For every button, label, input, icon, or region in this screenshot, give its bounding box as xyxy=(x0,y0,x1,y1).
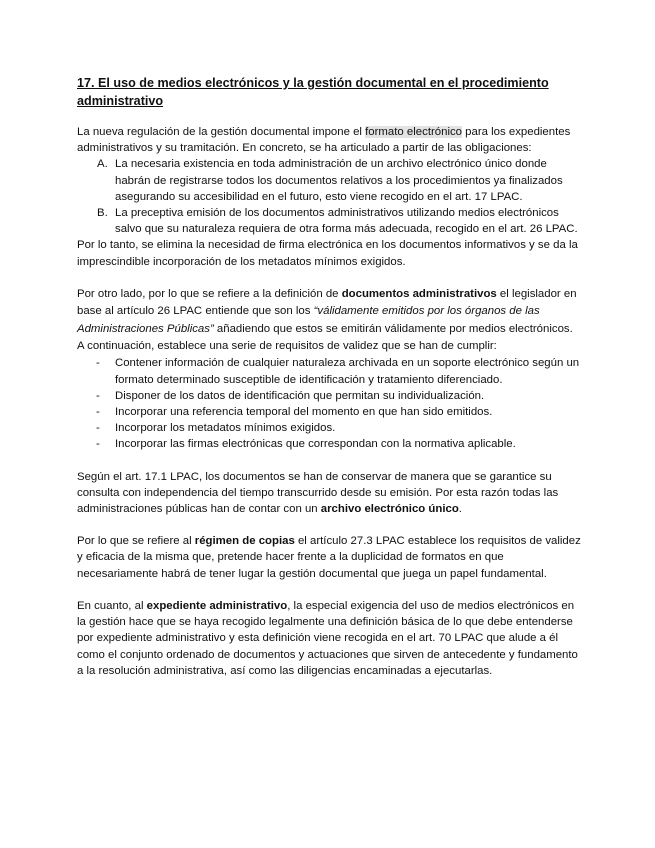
obligations-list xyxy=(77,156,582,237)
list-item: - Incorporar las firmas electrónicas que correspondan con la normativa aplicable. xyxy=(96,438,516,451)
list-item: - Incorporar los metadatos mínimos exigidos. xyxy=(96,422,336,435)
list-item: B. La preceptiva emisión de los documentos administrativos utilizando medios electrónicos salvo que su naturaleza requiera de otra forma más adecuada, recogido en el art. 26 LPAC. xyxy=(97,207,578,236)
bold-term: régimen de copias xyxy=(194,535,295,548)
paragraph-copies: Por lo que se refiere al régimen de copias el artículo 27.3 LPAC establece los requisitos de validez y eficacia de la misma que, pretende hacer frente a la duplicidad de formatos en que necesariamente habrá de tener lugar la gestión documental que juega un papel fundamental. xyxy=(77,535,581,580)
requirements-list xyxy=(77,355,582,452)
highlighted-text: formato electrónico xyxy=(365,126,463,138)
paragraph-conclusion: Por lo tanto, se elimina la necesidad de firma electrónica en los documentos informativos y se da la imprescindible incorporación de los metadatos mínimos exigidos. xyxy=(77,239,578,268)
paragraph-expediente: En cuanto, al expediente administrativo, la especial exigencia del uso de medios electrónicos en la gestión hace que se haya recogido legalmente una definición básica de lo que debe entenderse por expediente administrativo y esta definición viene recogida en el art. 70 LPAC que alude a él como el conjunto ordenado de documentos y actuaciones que sirven de antecedente y fundamento a la resolución administrativa, así como las diligencias encaminadas a ejecutarlas. xyxy=(77,599,578,677)
list-item: A. La necesaria existencia en toda administración de un archivo electrónico único donde habrán de registrarse todos los documentos relativos a los procedimientos ya finalizados asegurando su accesibilidad en el futuro, esto viene recogido en el art. 17 LPAC. xyxy=(97,158,563,203)
paragraph-archive: Según el art. 17.1 LPAC, los documentos se han de conservar de manera que se garantice su consulta con independencia del tiempo transcurrido desde su emisión. Por esta razón todas las administraciones públicas han de contar con un archivo electrónico único. xyxy=(77,470,559,516)
bold-term: documentos administrativos xyxy=(341,287,497,300)
italic-quote: “válidamente emitidos por los órganos de las Administraciones Públicas” xyxy=(77,305,540,335)
list-item: - Disponer de los datos de identificación que permitan su individualización. xyxy=(96,389,485,402)
paragraph-documents: Por otro lado, por lo que se refiere a la definición de documentos administrativos el legislador en base al artículo 26 LPAC entiende que son los “válidamente emitidos por los órganos de las Administraciones Públicas” añadiendo que estos se emitirán válidamente por medios electrónicos. A continuación, establece una serie de requisitos de validez que se han de cumplir: xyxy=(77,287,577,353)
list-item: - Contener información de cualquier naturaleza archivada en un soporte electrónico según un formato determinado susceptible de identificación y tratamiento diferenciado. xyxy=(96,357,580,386)
bold-term: archivo electrónico único xyxy=(320,503,459,516)
list-item: - Incorporar una referencia temporal del momento en que han sido emitidos. xyxy=(96,406,493,419)
bold-term: expediente administrativo xyxy=(146,599,288,612)
document-page xyxy=(77,74,582,679)
section-heading: 17. El uso de medios electrónicos y la gestión documental en el procedimiento administrativo xyxy=(77,76,549,108)
paragraph-intro: La nueva regulación de la gestión documental impone el formato electrónico para los expedientes administrativos y su tramitación. En concreto, se ha articulado a partir de las obligaciones: xyxy=(77,126,571,155)
